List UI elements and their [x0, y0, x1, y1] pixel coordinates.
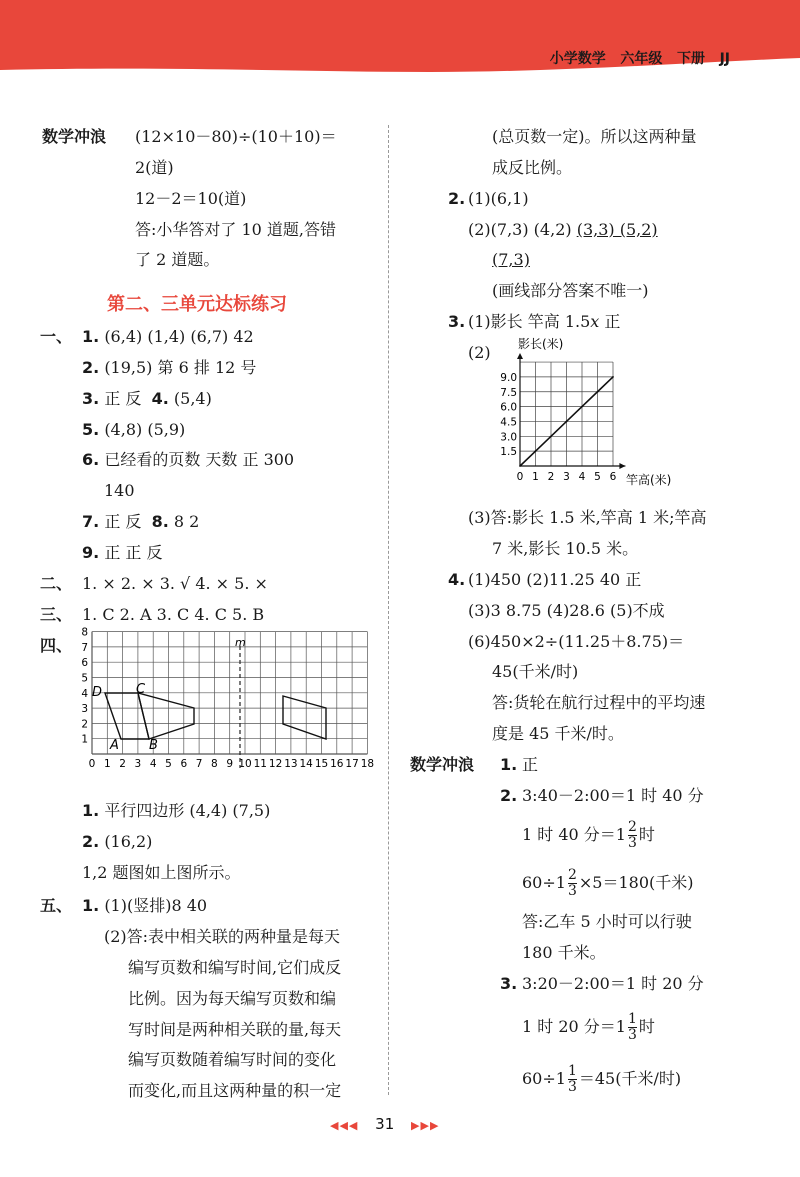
right-line-1: (总页数一定)。所以这两种量 — [492, 127, 697, 146]
r-q3-number: 3. — [448, 312, 466, 331]
grid-x-tick-label: 0 — [88, 758, 96, 770]
chart-y-tick-label: 7.5 — [500, 386, 517, 399]
fraction-denominator: 3 — [627, 835, 637, 851]
r-q2-line-3: (7,3) — [492, 250, 530, 269]
c-q3-number: 3. — [500, 974, 518, 993]
wu-line-1: (2)答:表中相关联的两种量是每天 — [104, 927, 341, 946]
q-number: 3. — [82, 389, 100, 408]
chart-x-tick-label: 4 — [578, 471, 586, 483]
answer-text: 已经看的页数 天数 正 300 — [104, 450, 295, 469]
si-q1 — [82, 801, 270, 821]
parallelogram-shape — [138, 693, 194, 739]
wu-line-6: 而变化,而且这两种量的积一定 — [128, 1081, 342, 1100]
fraction-numerator: 2 — [567, 867, 577, 883]
r-q3-line-1 — [468, 312, 620, 332]
grid-y-tick-label: 6 — [81, 657, 88, 670]
section-label-si: 四、 — [40, 636, 73, 655]
chart-y-tick-label: 4.5 — [500, 416, 517, 429]
c-q1-answer: 正 — [522, 755, 539, 774]
chart-y-axis-label: 影长(米) — [518, 337, 564, 351]
coordinate-grid — [78, 626, 378, 786]
expr-text: ×5＝180(千米) — [578, 873, 694, 892]
fraction — [568, 868, 577, 899]
q-number: 1. — [82, 327, 100, 346]
chonglang-line-3: 12－2＝10(道) — [135, 189, 247, 208]
page-footer — [330, 1115, 439, 1133]
trapezoid-shape — [105, 693, 149, 739]
chonglang-line-2: 2(道) — [135, 158, 174, 177]
wu-q1 — [82, 896, 207, 916]
chart-axes — [517, 353, 625, 469]
q-number: 6. — [82, 450, 100, 469]
section-title: 第二、三单元达标练习 — [107, 294, 287, 315]
header-info — [550, 48, 730, 68]
grid-x-tick-label: 7 — [195, 758, 203, 770]
r-q4-line-4: 45(千米/时) — [492, 662, 579, 681]
r-q4-line-5: 答:货轮在航行过程中的平均速 — [492, 693, 706, 712]
grid-x-tick-label: 18 — [360, 758, 375, 770]
fraction-denominator: 3 — [567, 1079, 577, 1095]
r-q3-line-4: 7 米,影长 10.5 米。 — [492, 539, 639, 558]
r-q2-line-1: (1)(6,1) — [468, 189, 529, 208]
r-q3-line-3: (3)答:影长 1.5 米,竿高 1 米;竿高 — [468, 508, 707, 527]
answer-text: (1)影长 竿高 1.5 — [468, 312, 591, 331]
chart-x-tick-label: 2 — [547, 471, 555, 483]
chart-y-tick-label: 1.5 — [500, 446, 517, 459]
header-volume: 下册 — [676, 51, 705, 67]
grid-x-tick-label: 9 — [226, 758, 234, 770]
answer-text: (4,8) (5,9) — [104, 420, 186, 439]
r-q2-line-2 — [468, 220, 658, 240]
er-answers: 1. × 2. × 3. √ 4. × 5. × — [82, 574, 268, 593]
answer-text: 正 反 — [104, 389, 142, 408]
fraction — [628, 1012, 637, 1043]
axis-m-label: m — [235, 636, 246, 649]
chart-x-tick-label: 1 — [532, 471, 539, 483]
q-number: 2. — [82, 832, 100, 851]
chart-y-tick-label: 3.0 — [500, 431, 517, 444]
grid-x-tick-label: 1 — [103, 758, 111, 770]
underlined-answer: (3,3) (5,2) — [576, 220, 658, 239]
chonglang-title-left: 数学冲浪 — [42, 127, 107, 146]
chart-data-point — [535, 450, 537, 452]
answer-text: 正 正 反 — [104, 543, 163, 562]
shadow-length-chart — [484, 334, 694, 494]
section-label-wu: 五、 — [40, 896, 73, 915]
c-q3-line-1: 3:20－2:00＝1 时 20 分 — [522, 974, 704, 993]
grid-labels — [81, 627, 374, 770]
c-q1-number: 1. — [500, 755, 518, 774]
r-q4-number: 4. — [448, 570, 466, 589]
answer-text: 8 2 — [173, 512, 200, 531]
fraction-numerator: 1 — [567, 1063, 577, 1079]
point-b-label: B — [149, 738, 158, 753]
grid-y-tick-label: 7 — [81, 641, 88, 654]
expr-text: 时 — [638, 1017, 655, 1036]
grid-x-tick-label: 10 — [238, 758, 252, 770]
grid-x-tick-label: 8 — [211, 758, 218, 770]
chonglang-line-5: 了 2 道题。 — [135, 250, 220, 269]
reflected-shape — [283, 696, 326, 739]
chart-data-point — [612, 376, 614, 378]
header-subject: 小学数学 — [549, 51, 606, 67]
grid-x-tick-label: 13 — [284, 758, 298, 770]
answer-text: (6,4) (1,4) (6,7) 42 — [104, 327, 254, 346]
c-q2-line-4: 答:乙车 5 小时可以行驶 — [522, 912, 692, 931]
grid-x-tick-label: 16 — [330, 758, 344, 770]
variable-x: x — [590, 312, 600, 331]
section-label-er: 二、 — [40, 574, 73, 593]
r-q3-label-2: (2) — [468, 343, 491, 362]
grid-x-tick-label: 17 — [345, 758, 359, 770]
yi-q6 — [82, 450, 294, 470]
right-line-2: 成反比例。 — [492, 158, 573, 177]
expr-text: 1 时 40 分＝1 — [522, 825, 626, 844]
chart-data-point — [597, 391, 599, 393]
yi-q2 — [82, 358, 256, 378]
chart-grid — [520, 362, 613, 466]
chart-y-tick-label: 6.0 — [500, 401, 517, 414]
c-q2-line-5: 180 千米。 — [522, 943, 606, 962]
expr-text: 1 时 20 分＝1 — [522, 1017, 626, 1036]
answer-text: (16,2) — [104, 832, 153, 851]
chart-x-tick-label: 6 — [609, 471, 617, 483]
wu-line-3: 比例。因为每天编写页数和编 — [128, 989, 337, 1008]
expr-text: ＝45(千米/时) — [578, 1069, 682, 1088]
si-note: 1,2 题图如上图所示。 — [82, 863, 241, 882]
wu-line-5: 编写页数随着编写时间的变化 — [128, 1050, 337, 1069]
c-q2-line-3 — [522, 866, 694, 900]
answer-text: 正 — [599, 312, 621, 331]
q-number: 2. — [82, 358, 100, 377]
chonglang-title-right: 数学冲浪 — [410, 755, 475, 774]
yi-q3-q4 — [82, 389, 212, 409]
chart-x-tick-label: 0 — [516, 471, 524, 483]
q-number: 7. — [82, 512, 100, 531]
expr-text: 60÷1 — [522, 1069, 566, 1088]
answer-text: 正 反 — [104, 512, 142, 531]
c-q2-line-2 — [522, 818, 655, 852]
chart-data-point — [550, 435, 552, 437]
prev-arrows-icon: ◀◀◀ — [330, 1119, 359, 1132]
q-number: 1. — [82, 896, 100, 915]
c-q2-line-1: 3:40－2:00＝1 时 40 分 — [522, 786, 704, 805]
grid-x-tick-label: 2 — [119, 758, 126, 770]
wu-line-4: 写时间是两种相关联的量,每天 — [128, 1020, 342, 1039]
point-a-label: A — [110, 738, 119, 753]
grid-y-tick-label: 5 — [81, 672, 88, 685]
answer-text: (19,5) 第 6 排 12 号 — [104, 358, 257, 377]
yi-q6-cont: 140 — [104, 481, 135, 500]
header-edition: JJ — [719, 51, 730, 67]
r-q4-line-1: (1)450 (2)11.25 40 正 — [468, 570, 642, 589]
chart-data-point — [566, 421, 568, 423]
san-answers: 1. C 2. A 3. C 4. C 5. B — [82, 605, 265, 624]
r-q2-number: 2. — [448, 189, 466, 208]
r-q4-line-6: 度是 45 千米/时。 — [492, 724, 624, 743]
chart-data-point — [581, 406, 583, 408]
grid-x-tick-label: 11 — [253, 758, 267, 770]
fraction-numerator: 1 — [627, 1011, 637, 1027]
chart-data-point — [519, 465, 521, 467]
column-divider — [388, 125, 389, 1095]
grid-y-tick-label: 3 — [81, 703, 88, 716]
grid-x-tick-label: 3 — [134, 758, 142, 770]
next-arrows-icon: ▶▶▶ — [411, 1119, 440, 1132]
grid-y-tick-label: 1 — [81, 733, 88, 746]
expr-text: 60÷1 — [522, 873, 566, 892]
wu-line-2: 编写页数和编写时间,它们成反 — [128, 958, 342, 977]
chonglang-line-4: 答:小华答对了 10 道题,答错 — [135, 220, 337, 239]
fraction-denominator: 3 — [567, 883, 577, 899]
grid-x-tick-label: 5 — [165, 758, 172, 770]
grid-y-tick-label: 2 — [81, 718, 88, 731]
yi-q1 — [82, 327, 254, 347]
c-q3-line-2 — [522, 1010, 655, 1044]
fraction-numerator: 2 — [627, 819, 637, 835]
c-q2-number: 2. — [500, 786, 518, 805]
r-q2-note: (画线部分答案不唯一) — [492, 281, 649, 300]
q-number: 1. — [82, 801, 100, 820]
chonglang-line-1: (12×10－80)÷(10＋10)＝ — [135, 127, 337, 146]
yi-q9 — [82, 543, 163, 563]
q-number: 4. — [151, 389, 169, 408]
grid-x-tick-label: 6 — [180, 758, 188, 770]
r-q4-line-3: (6)450×2÷(11.25＋8.75)＝ — [468, 632, 685, 651]
answer-text: (1)(竖排)8 40 — [104, 896, 208, 915]
expr-text: 时 — [638, 825, 655, 844]
si-q2 — [82, 832, 152, 852]
point-d-label: D — [92, 685, 103, 700]
section-label-yi: 一、 — [40, 327, 73, 346]
chart-x-arrow — [619, 463, 625, 469]
grid-y-tick-label: 4 — [81, 687, 88, 700]
grid-y-tick-label: 8 — [81, 626, 88, 639]
q-number: 5. — [82, 420, 100, 439]
chart-x-tick-label: 3 — [563, 471, 570, 483]
chart-x-tick-label: 5 — [594, 471, 601, 483]
fraction-denominator: 3 — [627, 1027, 637, 1043]
chart-y-tick-label: 9.0 — [500, 371, 517, 384]
chart-y-arrow — [517, 353, 523, 359]
grid-x-tick-label: 12 — [268, 758, 283, 770]
header-band — [0, 0, 800, 80]
point-c-label: C — [136, 682, 146, 697]
grid-x-tick-label: 4 — [149, 758, 157, 770]
c-q3-line-3 — [522, 1062, 681, 1096]
yi-q7-q8 — [82, 512, 199, 532]
page-number: 31 — [375, 1115, 395, 1133]
answer-text: (2)(7,3) (4,2) — [468, 220, 577, 239]
grid-x-tick-label: 14 — [299, 758, 313, 770]
answer-text: 平行四边形 (4,4) (7,5) — [104, 801, 271, 820]
header-grade: 六年级 — [620, 51, 663, 67]
grid-x-tick-label: 15 — [314, 758, 329, 770]
section-label-san: 三、 — [40, 605, 73, 624]
fraction — [628, 820, 637, 851]
answer-text: (5,4) — [173, 389, 212, 408]
fraction — [568, 1064, 577, 1095]
q-number: 9. — [82, 543, 100, 562]
r-q4-line-2: (3)3 8.75 (4)28.6 (5)不成 — [468, 601, 665, 620]
chart-x-axis-label: 竿高(米) — [626, 473, 672, 487]
q-number: 8. — [151, 512, 169, 531]
yi-q5 — [82, 420, 185, 440]
